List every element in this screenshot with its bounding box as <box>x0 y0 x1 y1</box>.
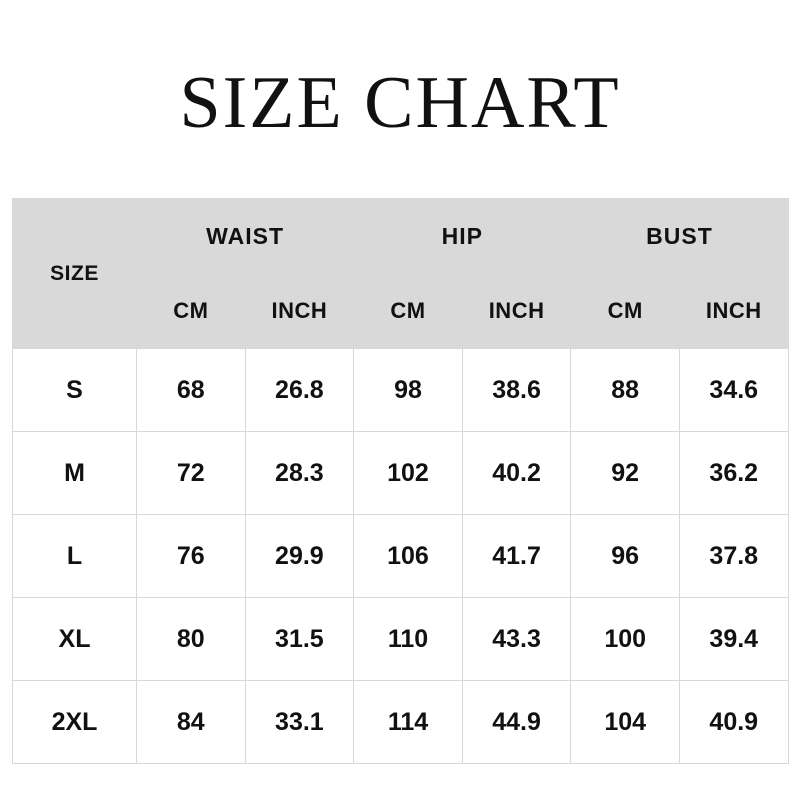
cell-bust-cm: 92 <box>571 432 680 515</box>
cell-bust-cm: 104 <box>571 681 680 764</box>
cell-bust-inch: 40.9 <box>679 681 788 764</box>
cell-waist-cm: 80 <box>137 598 246 681</box>
table-row <box>13 681 789 764</box>
cell-hip-inch: 38.6 <box>462 349 571 432</box>
cell-waist-inch: 26.8 <box>245 349 354 432</box>
cell-size: S <box>13 349 137 432</box>
cell-hip-inch: 41.7 <box>462 515 571 598</box>
header-group-bust: BUST <box>571 199 788 274</box>
cell-hip-cm: 110 <box>354 598 463 681</box>
size-chart-table-wrapper <box>12 198 788 764</box>
cell-bust-inch: 36.2 <box>679 432 788 515</box>
cell-waist-inch: 28.3 <box>245 432 354 515</box>
cell-hip-inch: 43.3 <box>462 598 571 681</box>
cell-bust-inch: 34.6 <box>679 349 788 432</box>
header-unit-waist-cm: CM <box>137 274 246 349</box>
cell-bust-inch: 37.8 <box>679 515 788 598</box>
page-title: SIZE CHART <box>179 62 621 144</box>
cell-hip-cm: 98 <box>354 349 463 432</box>
cell-bust-cm: 88 <box>571 349 680 432</box>
cell-hip-cm: 114 <box>354 681 463 764</box>
header-size: SIZE <box>13 199 137 349</box>
cell-waist-cm: 76 <box>137 515 246 598</box>
cell-hip-inch: 40.2 <box>462 432 571 515</box>
cell-size: L <box>13 515 137 598</box>
header-group-hip: HIP <box>354 199 571 274</box>
table-row <box>13 432 789 515</box>
table-row <box>13 349 789 432</box>
header-unit-bust-inch: INCH <box>679 274 788 349</box>
header-row-groups <box>13 199 789 274</box>
cell-hip-inch: 44.9 <box>462 681 571 764</box>
cell-waist-cm: 72 <box>137 432 246 515</box>
table-row <box>13 515 789 598</box>
table-row <box>13 598 789 681</box>
header-unit-hip-inch: INCH <box>462 274 571 349</box>
cell-size: 2XL <box>13 681 137 764</box>
cell-waist-inch: 31.5 <box>245 598 354 681</box>
cell-bust-cm: 100 <box>571 598 680 681</box>
table-body <box>13 349 789 764</box>
cell-size: M <box>13 432 137 515</box>
header-unit-bust-cm: CM <box>571 274 680 349</box>
cell-size: XL <box>13 598 137 681</box>
cell-waist-cm: 68 <box>137 349 246 432</box>
cell-bust-inch: 39.4 <box>679 598 788 681</box>
size-chart-table <box>12 198 789 764</box>
cell-waist-inch: 29.9 <box>245 515 354 598</box>
cell-bust-cm: 96 <box>571 515 680 598</box>
cell-hip-cm: 106 <box>354 515 463 598</box>
header-unit-waist-inch: INCH <box>245 274 354 349</box>
table-header <box>13 199 789 349</box>
header-unit-hip-cm: CM <box>354 274 463 349</box>
header-group-waist: WAIST <box>137 199 354 274</box>
cell-waist-cm: 84 <box>137 681 246 764</box>
cell-waist-inch: 33.1 <box>245 681 354 764</box>
cell-hip-cm: 102 <box>354 432 463 515</box>
